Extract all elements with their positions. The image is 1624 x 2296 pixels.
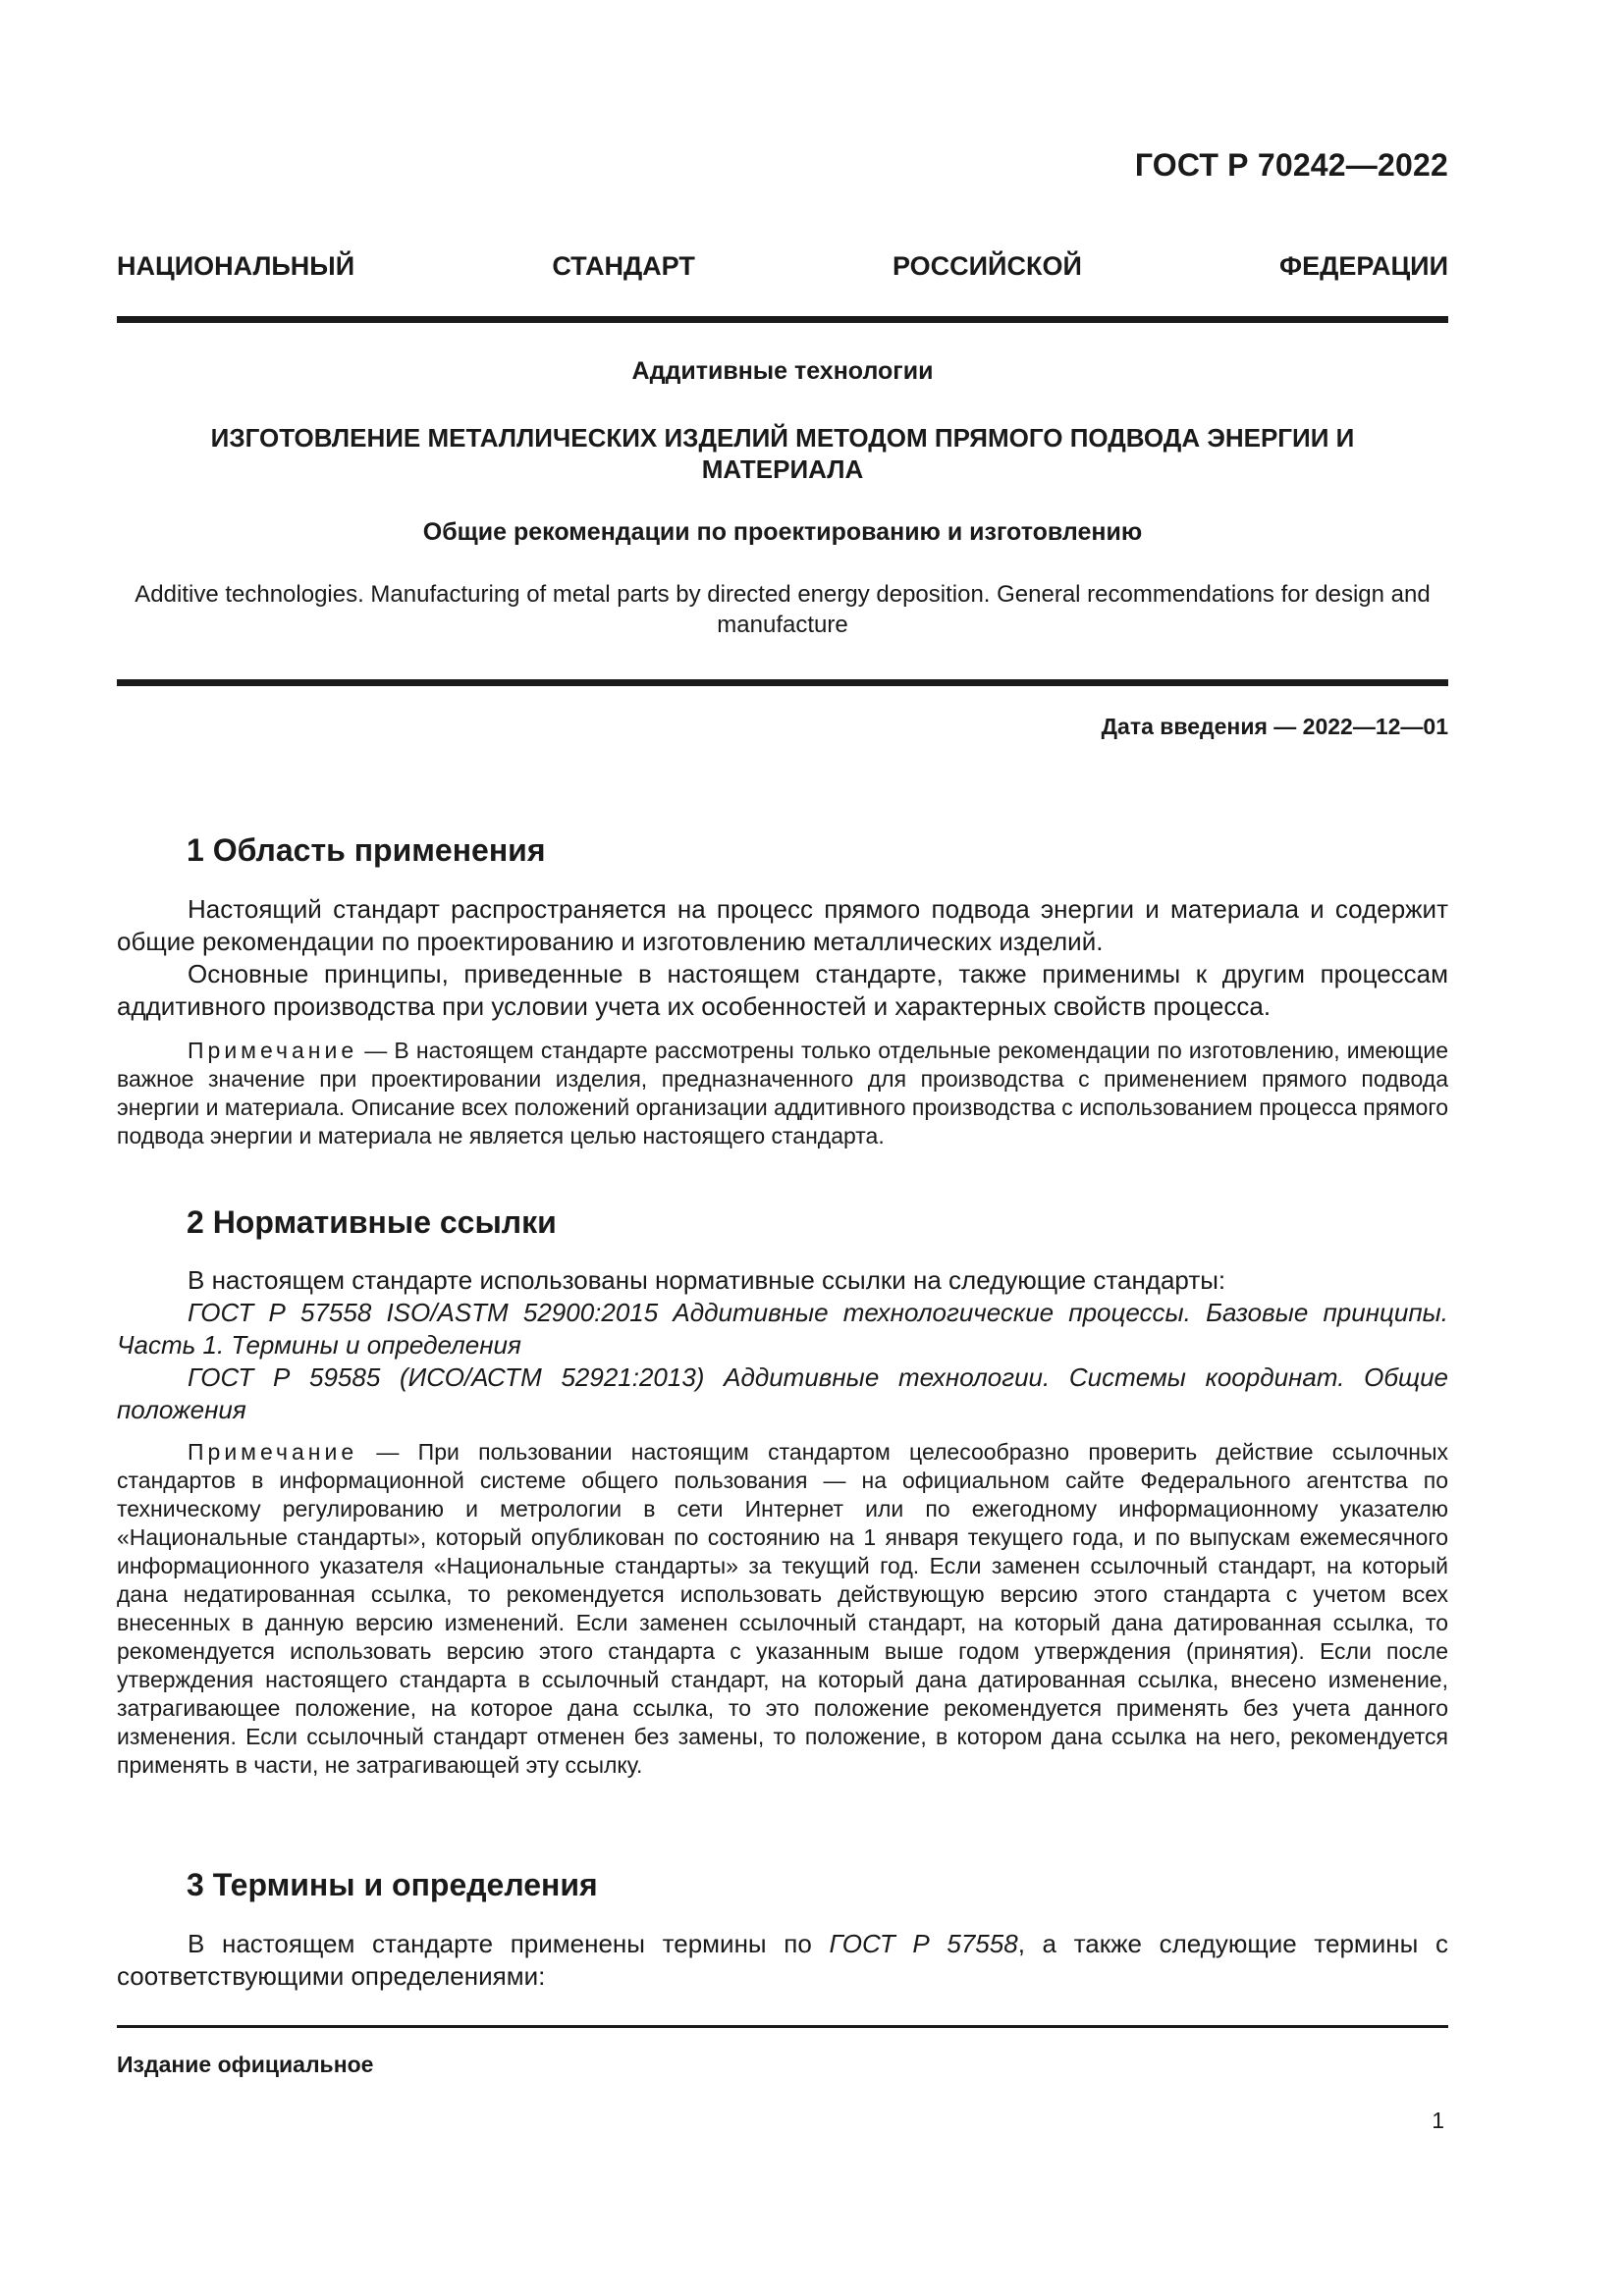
section-1-body [117,893,1448,1150]
section-1-paragraph: Основные принципы, приведенные в настоящем стандарте, также применимы к другим процессам аддитивного производства при условии учета их особенностей и характерных свойств процесса. [117,959,1448,1021]
standard-number: ГОСТ Р 70242—2022 [1134,147,1448,183]
section-2-intro: В настоящем стандарте использованы нормативные ссылки на следующие стандарты: [188,1265,1226,1295]
title-rule [117,679,1448,686]
official-edition: Издание официальное [117,2052,374,2077]
note-text: — При пользовании настоящим стандартом целесообразно проверить действие ссылочных стандартов в информационной системе общего пользования — на официальном сайте Федерального агентства по техническому регулированию и метрологии в сети Интернет или по ежегодному информационному указателю «Национальные стандарты», который опубликован по состоянию на 1 января текущего года, и по выпускам ежемесячного информационного указателя «Национальные стандарты» за текущий год. Если заменен ссылочный стандарт, на который дана недатированная ссылка, то рекомендуется использовать действующую версию этого стандарта с учетом всех внесенных в данную версию изменений. Если заменен ссылочный стандарт, на который дана датированная ссылка, то рекомендуется использовать версию этого стандарта с указанным выше годом утверждения (принятия). Если после утверждения настоящего стандарта в ссылочный стандарт, на который дана датированная ссылка, внесено изменение, затрагивающее положение, на которое дана ссылка, то это положение рекомендуется применять без учета данного изменения. Если ссылочный стандарт отменен без замены, то положение, в котором дана ссылка на него, рекомендуется применять в части, не затрагивающей эту ссылку. [117,1439,1448,1778]
national-standard-title [117,251,1448,282]
section-1-note [117,1037,1448,1150]
section-3-text: , а также следующие термины с соответствующими определениями: [117,1929,1448,1991]
normative-reference: ГОСТ Р 57558 ISO/ASTM 52900:2015 Аддитивные технологические процессы. Базовые принципы. Часть 1. Термины и определения [117,1298,1448,1360]
general-title: Общие рекомендации по проектированию и изготовлению [422,518,1143,546]
section-3-body [117,1928,1448,1993]
section-2-body [117,1264,1448,1780]
national-title-word: РОССИЙСКОЙ [893,251,1082,281]
section-3-heading: 3 Термины и определения [187,1867,598,1902]
section-2-heading: 2 Нормативные ссылки [187,1204,557,1240]
national-title-word: ФЕДЕРАЦИИ [1279,251,1448,281]
section-1-paragraph: Настоящий стандарт распространяется на процесс прямого подвода энергии и материала и содержит общие рекомендации по проектированию и изготовлению металлических изделий. [117,894,1448,956]
introduction-date: Дата введения — 2022—12—01 [1101,714,1448,739]
normative-reference: ГОСТ Р 59585 (ИСО/АСТМ 52921:2013) Аддитивные технологии. Системы координат. Общие положения [117,1362,1448,1424]
section-2-note [117,1438,1448,1780]
national-title-word: СТАНДАРТ [552,251,695,281]
national-title-word: НАЦИОНАЛЬНЫЙ [117,251,355,281]
note-label: Примечание [188,1439,358,1465]
subject-title: Аддитивные технологии [631,357,934,385]
note-label: Примечание [188,1038,358,1063]
section-1-heading: 1 Область применения [187,832,546,868]
main-title: ИЗГОТОВЛЕНИЕ МЕТАЛЛИЧЕСКИХ ИЗДЕЛИЙ МЕТОДОМ ПРЯМОГО ПОДВОДА ЭНЕРГИИ И МАТЕРИАЛА [210,423,1355,484]
section-3-reference: ГОСТ Р 57558 [829,1929,1018,1958]
footer-rule [117,2025,1448,2028]
section-3-text: В настоящем стандарте применены термины по [188,1929,830,1958]
page-number: 1 [1432,2108,1444,2133]
section-3-paragraph [117,1928,1448,1993]
english-title: Additive technologies. Manufacturing of metal parts by directed energy deposition. General recommendations for design and manufacture [135,581,1431,638]
note-text: — В настоящем стандарте рассмотрены только отдельные рекомендации по изготовлению, имеющие важное значение при проектировании изделия, предназначенного для производства с применением прямого подвода энергии и материала. Описание всех положений организации аддитивного производства с использованием процесса прямого подвода энергии и материала не является целью настоящего стандарта. [117,1038,1448,1148]
header-rule [117,316,1448,323]
